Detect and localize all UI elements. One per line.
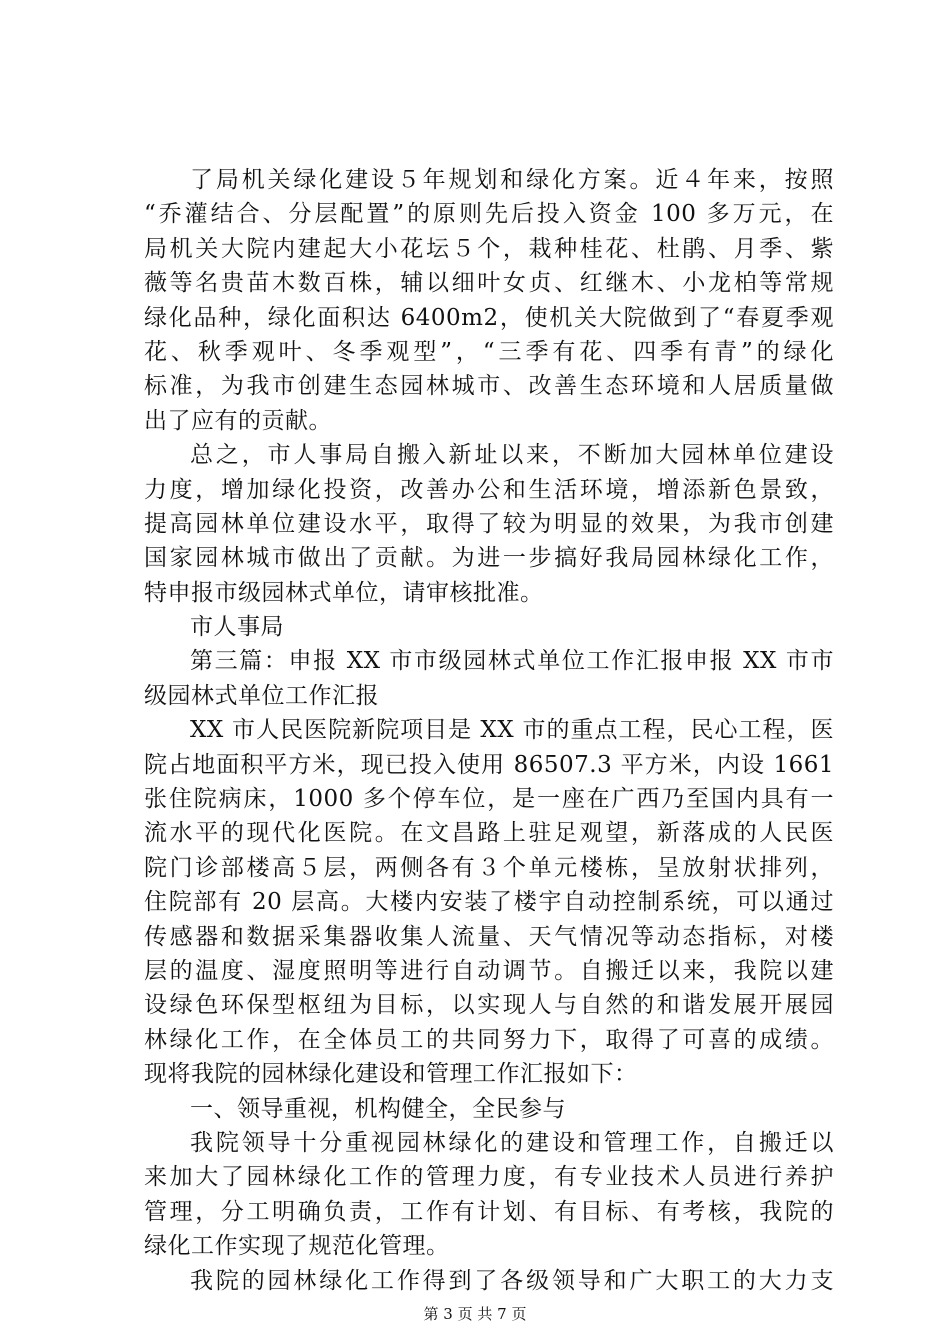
- text-line: 流水平的现代化医院。在文昌路上驻足观望，新落成的人民医: [144, 820, 834, 847]
- text-line: 现将我院的园林绿化建设和管理工作汇报如下：: [144, 1061, 638, 1088]
- text-line: 我院的园林绿化工作得到了各级领导和广大职工的大力支: [190, 1267, 834, 1294]
- text-line: 了局机关绿化建设５年规划和绿化方案。近４年来，按照: [190, 167, 834, 193]
- text-line: 院门诊部楼高５层，两侧各有３个单元楼栋，呈放射状排列，: [144, 854, 834, 881]
- text-line: 标准，为我市创建生态园林城市、改善生态环境和人居质量做: [144, 373, 834, 400]
- text-line: 绿化工作实现了规范化管理。: [144, 1233, 450, 1260]
- text-line: 总之，市人事局自搬入新址以来，不断加大园林单位建设: [190, 442, 834, 469]
- text-line: 级园林式单位工作汇报: [144, 682, 379, 709]
- text-line: 国家园林城市做出了贡献。为进一步搞好我局园林绿化工作，: [144, 545, 834, 572]
- text-line: 设绿色环保型枢纽为目标，以实现人与自然的和谐发展开展园: [144, 992, 834, 1019]
- text-line: 特申报市级园林式单位，请审核批准。: [144, 579, 544, 606]
- text-line: XX 市人民医院新院项目是 XX 市的重点工程，民心工程，医: [190, 717, 834, 744]
- text-line: 林绿化工作，在全体员工的共同努力下，取得了可喜的成绩。: [144, 1026, 834, 1053]
- text-line: 住院部有 20 层高。大楼内安装了楼宇自动控制系统，可以通过: [144, 889, 834, 916]
- text-line: 一、领导重视，机构健全，全民参与: [190, 1095, 566, 1122]
- text-line: 局机关大院内建起大小花坛５个，栽种桂花、杜鹃、月季、紫: [144, 235, 834, 262]
- text-line: 层的温度、湿度照明等进行自动调节。自搬迁以来，我院以建: [144, 957, 834, 984]
- text-line: 院占地面积平方米，现已投入使用 86507.3 平方米，内设 1661: [144, 751, 834, 778]
- text-line: 绿化品种，绿化面积达 6400m2，使机关大院做到了“春夏季观: [144, 304, 834, 331]
- text-line: “乔灌结合、分层配置”的原则先后投入资金 100 多万元，在: [144, 201, 834, 228]
- text-line: 提高园林单位建设水平，取得了较为明显的效果，为我市创建: [144, 510, 834, 537]
- text-line: 我院领导十分重视园林绿化的建设和管理工作，自搬迁以: [190, 1129, 834, 1156]
- text-line: 传感器和数据采集器收集人流量、天气情况等动态指标，对楼: [144, 923, 834, 950]
- text-line: 市人事局: [190, 614, 284, 641]
- text-line: 力度，增加绿化投资，改善办公和生活环境，增添新色景致，: [144, 476, 834, 503]
- text-line: 花、秋季观叶、冬季观型”，“三季有花、四季有青”的绿化: [144, 338, 834, 365]
- body-text: [144, 163, 834, 1298]
- text-line: 张住院病床，1000 多个停车位，是一座在广西乃至国内具有一: [144, 786, 834, 813]
- text-line: 来加大了园林绿化工作的管理力度，有专业技术人员进行养护: [144, 1164, 834, 1191]
- text-line: 管理，分工明确负责，工作有计划、有目标、有考核，我院的: [144, 1198, 834, 1225]
- text-line: 出了应有的贡献。: [144, 407, 332, 434]
- page-footer: 第 3 页 共 7 页: [423, 1305, 527, 1323]
- text-line: 第三篇：申报 XX 市市级园林式单位工作汇报申报 XX 市市: [190, 648, 834, 675]
- text-line: 薇等名贵苗木数百株，辅以细叶女贞、红继木、小龙柏等常规: [144, 270, 834, 297]
